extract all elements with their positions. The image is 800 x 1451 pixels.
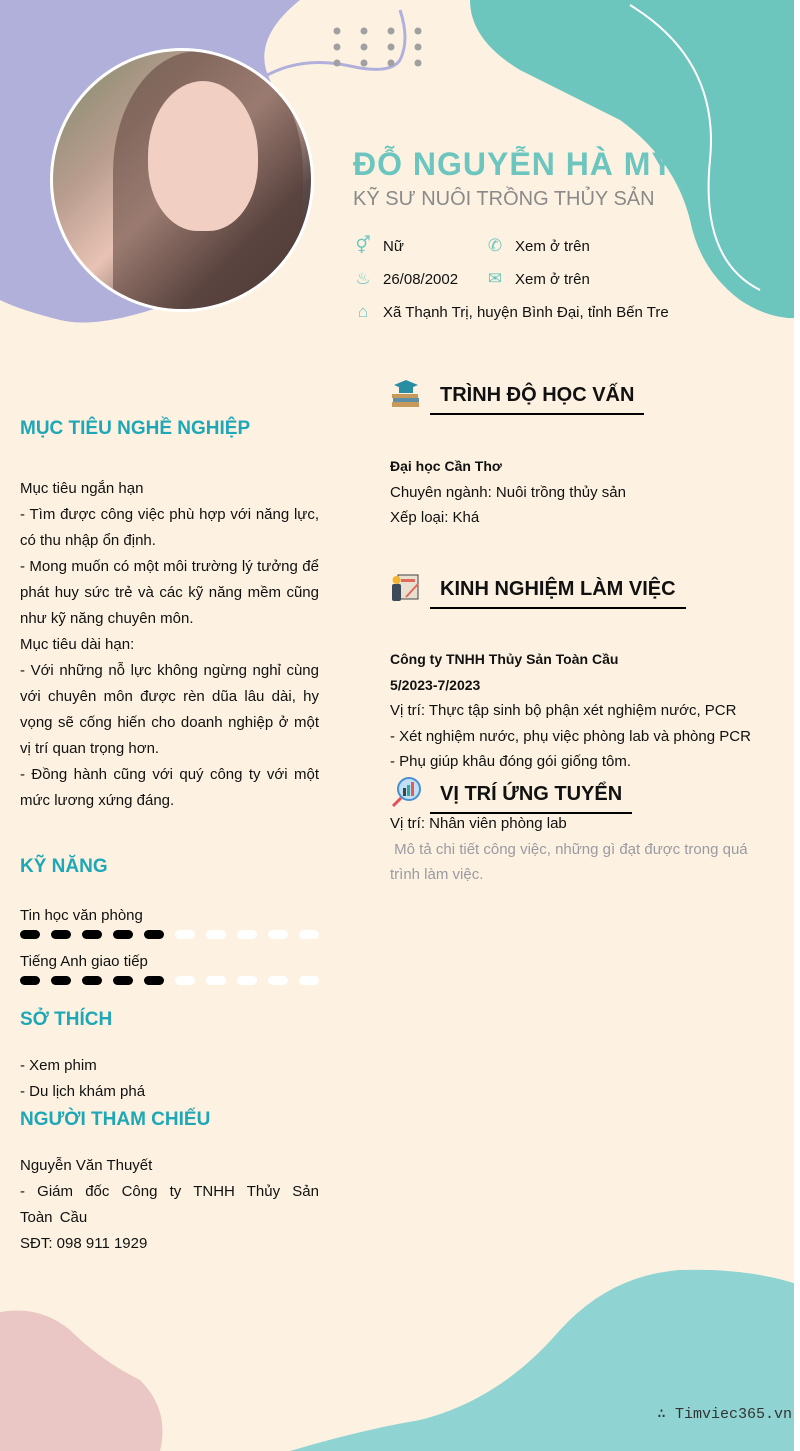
experience-heading: KINH NGHIỆM LÀM VIỆC xyxy=(430,578,686,609)
hobbies-heading: SỞ THÍCH xyxy=(20,1009,113,1030)
experience-icon xyxy=(390,572,422,604)
phone-info: ✆ Xem ở trên xyxy=(485,236,590,256)
candidate-name: ĐỖ NGUYỄN HÀ MY xyxy=(353,146,674,182)
reference-heading: NGƯỜI THAM CHIẾU xyxy=(20,1109,211,1130)
skill-rating xyxy=(20,930,319,939)
gender-icon: ⚥ xyxy=(355,236,371,255)
skill-name: Tiếng Anh giao tiếp xyxy=(20,953,148,970)
email-info: ✉ Xem ở trên xyxy=(485,269,590,289)
candidate-position: KỸ SƯ NUÔI TRỒNG THỦY SẢN xyxy=(353,188,655,210)
education-heading: TRÌNH ĐỘ HỌC VẤN xyxy=(430,384,644,415)
skill-name: Tin học văn phòng xyxy=(20,907,143,924)
search-chart-icon xyxy=(390,776,422,808)
objective-heading: MỤC TIÊU NGHỀ NGHIỆP xyxy=(20,418,251,439)
education-icon xyxy=(390,378,422,410)
applied-position-heading: VỊ TRÍ ỨNG TUYỂN xyxy=(430,783,632,814)
address-info: ⌂ Xã Thạnh Trị, huyện Bình Đại, tỉnh Bến Tre xyxy=(353,302,669,322)
skills-heading: KỸ NĂNG xyxy=(20,856,108,877)
education-details: Đại học Cần Thơ Chuyên ngành: Nuôi trồng thủy sản Xếp loại: Khá xyxy=(390,458,626,526)
applied-position-details: Vị trí: Nhân viên phòng lab Mô tả chi tiết công việc, những gì đạt được trong quá trình làm việc. xyxy=(390,815,752,883)
avatar xyxy=(50,48,314,312)
phone-icon: ✆ xyxy=(487,236,503,255)
reference-text: Nguyễn Văn Thuyết - Giám đốc Công ty TNHH Thủy Sản Toàn Cầu SĐT: 098 911 1929 xyxy=(20,1157,319,1252)
gender-info: ⚥ Nữ xyxy=(353,236,404,256)
skill-rating xyxy=(20,976,319,985)
watermark: ∴ Timviec365.vn xyxy=(657,1406,793,1423)
objective-text: Mục tiêu ngắn hạn - Tìm được công việc phù hợp với năng lực, có thu nhập ổn định. - Mong muốn có một môi trường lý tưởng để phát huy sức trẻ và các kỹ năng mềm cũng như kỹ năng chuyên môn. Mục tiêu dài hạn: - Với những nỗ lực không ngừng nghỉ cùng với chuyên môn được rèn dũa lâu dài, hy vọng sẽ cống hiến cho doanh nghiệp ở một vị trí quan trọng hơn. - Đồng hành cũng với quý công ty với một mức lương xứng đáng. xyxy=(20,480,319,809)
mail-icon: ✉ xyxy=(487,269,503,288)
birthday-info: ♨ 26/08/2002 xyxy=(353,269,458,289)
home-icon: ⌂ xyxy=(357,302,369,321)
hobbies-list: - Xem phim - Du lịch khám phá xyxy=(20,1057,146,1100)
cake-icon: ♨ xyxy=(355,269,371,288)
experience-details: Công ty TNHH Thủy Sản Toàn Cầu 5/2023-7/2023 Vị trí: Thực tập sinh bộ phận xét nghiệm nước, PCR - Xét nghiệm nước, phụ việc phòng lab và phòng PCR - Phụ giúp khâu đóng gói giống tôm. xyxy=(390,651,751,770)
